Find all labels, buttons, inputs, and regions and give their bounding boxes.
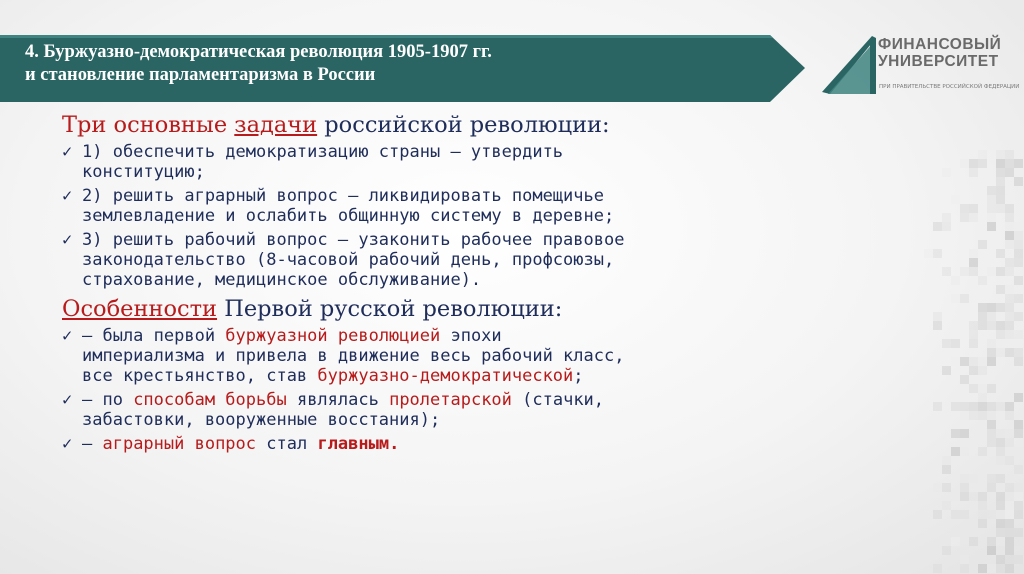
tasks-heading-key: задачи — [234, 112, 318, 138]
features-heading-post: Первой русской революции: — [217, 296, 563, 322]
logo-line-1: ФИНАНСОВЫЙ — [878, 36, 1002, 53]
feature-2-line-2: забастовки, вооруженные восстания); — [82, 410, 441, 430]
tasks-heading-pre: Три основные — [62, 112, 235, 138]
feature-3-line-1 — [82, 434, 802, 454]
text-span: все крестьянство, став — [82, 366, 318, 386]
corner-mosaic-decoration — [924, 150, 1024, 574]
text-span: эпохи — [440, 326, 502, 346]
feature-1-line-3 — [82, 366, 802, 386]
slide-title — [25, 41, 492, 87]
slide-body — [62, 110, 802, 458]
check-icon: ✓ — [62, 230, 73, 250]
check-icon: ✓ — [62, 434, 73, 454]
task-item-3 — [62, 230, 802, 290]
task-3-line-1: 3) решить рабочий вопрос – узаконить рабочее правовое — [82, 230, 625, 250]
title-line-1: 4. Буржуазно-демократическая революция 1905-1907 гг. — [25, 42, 492, 62]
feature-2-line-1 — [82, 390, 802, 410]
logo-line-2: УНИВЕРСИТЕТ — [878, 53, 999, 70]
highlight-span: буржуазно-демократической — [317, 366, 574, 386]
text-span: являлась — [286, 390, 390, 410]
feature-1-line-1 — [82, 326, 802, 346]
feature-1-line-2: империализма и привела в движение весь рабочий класс, — [82, 346, 625, 366]
features-heading — [62, 294, 802, 324]
task-1-line-2: конституцию; — [82, 162, 205, 182]
text-span: стал — [256, 434, 318, 454]
text-span: – — [82, 434, 103, 454]
text-span: (стачки, — [511, 390, 605, 410]
logo-subtitle: ПРИ ПРАВИТЕЛЬСТВЕ РОССИЙСКОЙ ФЕДЕРАЦИИ — [879, 84, 1020, 90]
text-span: – по — [82, 390, 134, 410]
check-icon: ✓ — [62, 186, 73, 206]
feature-item-2 — [62, 390, 802, 430]
highlight-span: пролетарской — [389, 390, 512, 410]
highlight-span: аграрный вопрос — [102, 434, 257, 454]
check-icon: ✓ — [62, 326, 73, 346]
task-3-line-3: страхование, медицинское обслуживание). — [82, 270, 482, 290]
task-3-line-2: законодательство (8-часовой рабочий день, профсоюзы, — [82, 250, 615, 270]
text-span: – была первой — [82, 326, 226, 346]
highlight-span: способам борьбы — [133, 390, 287, 410]
task-2-line-2: землевладение и ослабить общинную систему в деревне; — [82, 206, 615, 226]
tasks-heading — [62, 110, 802, 140]
logo-wordmark — [878, 36, 1001, 70]
task-2-line-1: 2) решить аграрный вопрос – ликвидировать помещичье — [82, 186, 604, 206]
task-item-2 — [62, 186, 802, 226]
text-span: ; — [573, 366, 584, 386]
task-item-1 — [62, 142, 802, 182]
features-heading-key: Особенности — [62, 296, 218, 322]
task-1-line-1: 1) обеспечить демократизацию страны – утвердить — [82, 142, 564, 162]
title-line-2: и становление парламентаризма в России — [25, 65, 376, 85]
check-icon: ✓ — [62, 142, 73, 162]
feature-item-3 — [62, 434, 802, 454]
highlight-span: буржуазной революцией — [225, 326, 441, 346]
tasks-heading-post: российской революции: — [317, 112, 610, 138]
highlight-span: главным. — [317, 434, 400, 454]
feature-item-1 — [62, 326, 802, 386]
check-icon: ✓ — [62, 390, 73, 410]
